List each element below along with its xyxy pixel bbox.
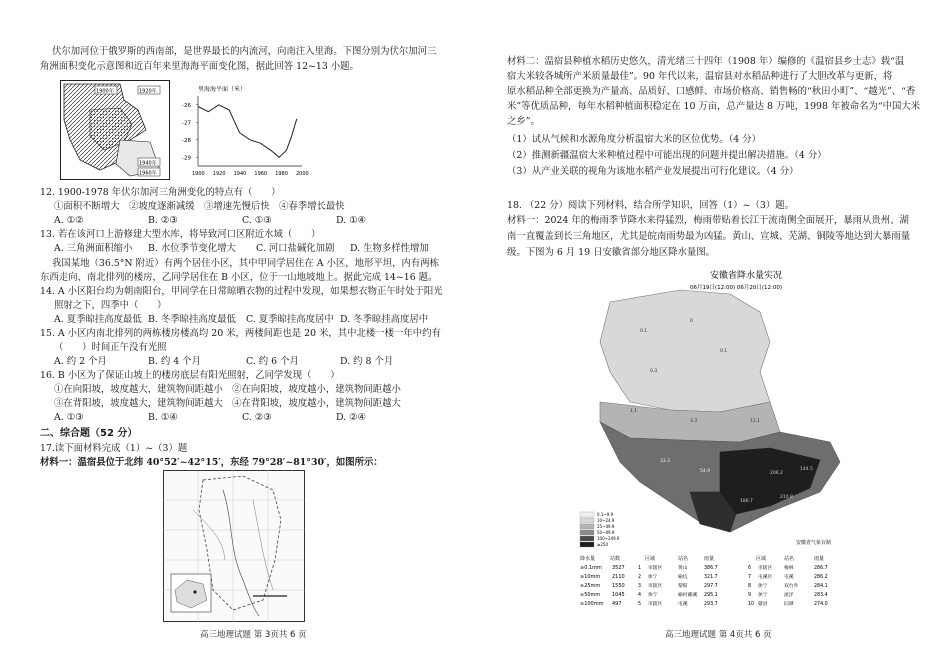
caspian-sea-level-chart xyxy=(180,82,310,180)
legend-count-1: 3527 xyxy=(612,565,625,571)
station-table-cell: 榆坑 xyxy=(678,575,688,580)
svg-text:1.1: 1.1 xyxy=(630,409,638,414)
legend-head-rain: 降水量 xyxy=(580,556,596,562)
svg-text:33.3: 33.3 xyxy=(660,459,671,464)
q12-choice-b: B. ②③ xyxy=(148,215,178,226)
scale-label-2: 10~24.9 xyxy=(597,518,615,523)
svg-text:186.7: 186.7 xyxy=(740,499,753,504)
legend-rain-3: ≥25mm xyxy=(580,583,601,589)
station-table-cell: 284.1 xyxy=(814,584,828,589)
station-table-cell: 休宁 xyxy=(648,593,658,598)
station-table-cell: 市辖区 xyxy=(648,602,663,607)
q14-stem-line1: 14. A 小区阳台均为朝南阳台，甲同学在日常晾晒衣物的过程中发现，如果想衣物正午时处于阳光 xyxy=(40,286,443,297)
q14-choice-d: D. 冬季晾挂高度居中 xyxy=(340,314,429,325)
q16-statements-2: ③在背阳坡，坡度越大，建筑物间距越大 ④在背阳坡，坡度越小，建筑物间距越大 xyxy=(54,398,401,409)
q16-choice-b: B. ①④ xyxy=(148,412,178,423)
station-table-cell: 10 xyxy=(748,602,755,607)
station-table-cell: 297.7 xyxy=(704,584,718,589)
scale-label-3: 25~49.9 xyxy=(597,524,615,529)
q16-choice-d: D. ②④ xyxy=(336,412,366,423)
station-table-cell: 6 xyxy=(748,566,752,571)
scale-label-5: 100~249.9 xyxy=(597,536,620,541)
q17-sub-3: （3）从产业关联的视角为该地水稻产业发展提出可行化建议。（4 分） xyxy=(507,166,799,177)
station-table-cell: 黄山 xyxy=(678,566,688,571)
station-table-cell: 3 xyxy=(638,584,642,589)
th-rain-r: 雨量 xyxy=(814,556,825,562)
station-table-cell: 歙县 xyxy=(758,602,768,607)
material-2-line5: 之乡”。 xyxy=(507,116,540,127)
svg-text:12.1: 12.1 xyxy=(750,419,761,424)
map-year-4: 1960年 xyxy=(139,170,157,177)
station-table-cell: 4 xyxy=(638,593,642,598)
q14-choice-a: A. 夏季晾挂高度最低 xyxy=(54,314,142,325)
material-2-line4: 米”等优质品种，每年水稻种植面积稳定在 10 万亩，总产量达 8 万吨，1998 年被命名为“中国大米 xyxy=(507,101,921,112)
th-region-r: 区域 xyxy=(756,556,767,562)
q13-choice-d: D. 生物多样性增加 xyxy=(350,243,429,254)
q13-choice-c: C. 河口盐碱化加剧 xyxy=(256,243,335,254)
station-table-cell: 386.7 xyxy=(704,566,718,571)
station-table-cell: 流洋 xyxy=(784,593,794,598)
legend-count-4: 1045 xyxy=(612,592,625,598)
th-station-l: 站名 xyxy=(678,556,689,562)
station-table-cell: 286.7 xyxy=(814,566,828,571)
svg-text:0.1: 0.1 xyxy=(640,329,648,334)
page-footer: 高三地理试题 第 4页共 6 页 xyxy=(665,630,772,640)
volga-delta-map xyxy=(60,80,170,180)
q15-choice-a: A. 约 2 个月 xyxy=(54,356,107,367)
station-table-cell: 双台外 xyxy=(784,584,799,589)
x-tick-label: 2000 xyxy=(296,171,309,177)
station-table-cell: 5 xyxy=(638,602,642,607)
q17-stem: 17.读下面材料完成（1）~（3）题 xyxy=(40,443,188,454)
q12-choice-a: A. ①② xyxy=(54,215,84,226)
q12-options: ①面积不断增大 ②坡度逐渐减缓 ③增速先慢后快 ④春季增长最快 xyxy=(54,201,345,212)
wensu-county-map xyxy=(163,470,305,622)
q14-stem-line2: 照射之下，四季中（ ） xyxy=(54,300,167,311)
svg-text:210.8: 210.8 xyxy=(780,495,793,500)
map-subtitle: 06月19日(12:00) 06月20日(12:00) xyxy=(690,285,783,291)
map-year-2: 1920年 xyxy=(139,88,157,95)
station-table-cell: 7 xyxy=(748,575,752,580)
material-2-line1: 材料二：温宿县种植水稻历史悠久，清光绪三十四年（1908 年）编修的《温宿县乡土志》载“温 xyxy=(507,56,905,67)
station-table-cell: 2 xyxy=(638,575,642,580)
q15-stem-line1: 15. A 小区内南北排列的两栋楼房楼高均 20 米，两楼间距也是 20 米，其中北楼一楼一年中约有 xyxy=(40,328,441,339)
svg-text:54.9: 54.9 xyxy=(700,469,711,474)
x-tick-label: 1920 xyxy=(212,171,226,177)
svg-text:144.5: 144.5 xyxy=(800,467,813,472)
housing-intro-line1: 我国某地（36.5°N 附近）有两个居住小区，其中甲同学居住在 A 小区，地形平坦，内有两栋 xyxy=(52,258,439,269)
material-2-line3: 原水稻品种全部更换为产量高、品质好、口感鲜、市场价格高、销售畅的“秋田小町”、“越光”、“香 xyxy=(507,86,916,97)
station-table-cell: 1 xyxy=(638,566,642,571)
th-station-r: 站名 xyxy=(784,556,795,562)
x-tick-label: 1960 xyxy=(254,171,268,177)
material-2-line2: 宿大米较各城所产米质量最佳”。90 年代以来，温宿县对水稻品种进行了大胆改革与更新，将 xyxy=(507,71,893,82)
station-table-cell: 市辖区 xyxy=(648,566,663,571)
legend-rain-4: ≥50mm xyxy=(580,592,601,598)
map-year-3: 1940年 xyxy=(139,160,157,167)
x-tick-label: 1980 xyxy=(275,171,288,177)
map-year-1: 1900年 xyxy=(96,88,114,95)
q15-stem-line2: （ ）时间正午没有光照 xyxy=(54,342,167,353)
station-table-cell: 休宁 xyxy=(758,584,768,589)
q15-choice-b: B. 约 4 个月 xyxy=(148,356,201,367)
station-table-cell: 293.7 xyxy=(704,602,718,607)
q17-sub-1: （1）试从气候和水源角度分析温宿大米的区位优势。（4 分） xyxy=(507,134,761,145)
y-tick-label: -27 xyxy=(182,120,191,127)
station-table-cell: 屯溪 xyxy=(678,602,688,607)
q18-stem: 18. （22 分）阅读下列材料，结合所学知识，回答（1）~（3）题。 xyxy=(507,200,794,211)
station-table-cell: 旧潭 xyxy=(784,602,794,607)
housing-intro-line2: 东西走向、南北排列的楼房，乙同学居住在 B 小区，位于一山地坡地上。据此完成 14~16 题。 xyxy=(40,272,438,283)
q17-sub-2: （2）推测新疆温宿大米种植过程中可能出现的问题并提出解决措施。（4 分） xyxy=(507,150,827,161)
volga-intro-line1: 伏尔加河位于俄罗斯的西南部，是世界最长的内流河，向南注入里海。下图分别为伏尔加河三 xyxy=(52,46,437,57)
station-table-cell: 榆村藏溪 xyxy=(678,593,698,598)
scale-label-1: 0.1~9.9 xyxy=(597,512,614,517)
svg-text:206.2: 206.2 xyxy=(770,471,783,476)
q15-choice-c: C. 约 6 个月 xyxy=(246,356,299,367)
y-tick-label: -28 xyxy=(182,137,191,144)
exam-page-4 xyxy=(475,0,950,658)
station-table-cell: 屯溪区 xyxy=(758,575,773,580)
scale-label-4: 50~99.9 xyxy=(597,530,615,535)
station-table-cell: 321.7 xyxy=(704,575,718,580)
station-table-cell: 市辖区 xyxy=(648,584,663,589)
svg-text:0.1: 0.1 xyxy=(720,349,728,354)
station-table-cell: 屯溪 xyxy=(784,575,794,580)
legend-rain-1: ≥0.1mm xyxy=(580,565,602,571)
q18-material-line2: 南一直覆盖到长三角地区，尤其是皖南雨势最为凶猛。黄山、宣城、芜湖、铜陵等地达到大暴雨量 xyxy=(507,231,911,242)
station-table-cell: 9 xyxy=(748,593,752,598)
q12-stem: 12. 1900-1978 年伏尔加河三角洲变化的特点有（ ） xyxy=(40,187,281,198)
q13-choice-b: B. 水位季节变化增大 xyxy=(148,243,236,254)
station-table-cell: 市辖区 xyxy=(758,566,773,571)
station-table-cell: 286.2 xyxy=(814,575,828,580)
th-rain-l: 雨量 xyxy=(704,556,715,562)
legend-rain-5: ≥100mm xyxy=(580,601,604,607)
region-north xyxy=(600,290,770,412)
map-title: 安徽省降水量实况 xyxy=(710,271,783,281)
scale-label-6: ≥250 xyxy=(597,542,608,547)
chart-ylabel: 里海海平面（米） xyxy=(198,86,247,93)
q15-choice-d: D. 约 8 个月 xyxy=(340,356,394,367)
station-table-cell: 274.0 xyxy=(814,602,828,607)
legend-count-3: 1550 xyxy=(612,583,625,589)
x-tick-label: 1940 xyxy=(233,171,247,177)
svg-text:0.3: 0.3 xyxy=(650,369,658,374)
svg-text:0: 0 xyxy=(690,319,693,324)
anhui-rainfall-map xyxy=(570,262,870,624)
station-table-cell: 283.4 xyxy=(814,593,828,598)
x-tick-label: 1900 xyxy=(192,171,205,177)
page-footer: 高三地理试题 第 3页共 6 页 xyxy=(200,630,307,640)
station-table-cell: 8 xyxy=(748,584,752,589)
q12-choice-c: C. ①③ xyxy=(242,215,272,226)
q17-material-1: 材料一：温宿县位于北纬 40°52′~42°15′，东经 79°28′~81°30′，如图所示： xyxy=(40,457,383,468)
q16-choice-a: A. ①③ xyxy=(54,412,84,423)
station-table-cell: 梅林 xyxy=(784,566,794,571)
y-tick-label: -29 xyxy=(182,155,191,162)
th-region-l: 区域 xyxy=(645,556,656,562)
map-source: 安徽省气象台制 xyxy=(796,540,832,546)
q16-choice-c: C. ②③ xyxy=(242,412,272,423)
section-2-heading: 二、综合题（52 分） xyxy=(40,428,138,439)
q14-choice-b: B. 冬季晾挂高度最低 xyxy=(148,314,236,325)
q13-stem: 13. 若在该河口上游修建大型水库，将导致河口区附近水域（ ） xyxy=(40,229,321,240)
y-tick-label: -26 xyxy=(182,102,191,109)
legend-count-2: 2110 xyxy=(612,574,625,580)
q12-choice-d: D. ①④ xyxy=(336,215,366,226)
station-table-cell: 295.1 xyxy=(704,593,718,598)
volga-intro-line2: 角洲面积变化示意图和近百年来里海海平面变化图，据此回答 12~13 小题。 xyxy=(40,61,359,72)
q18-material-line1: 材料一：2024 年的梅雨季节降水来得猛烈，梅雨带贴着长江干流南侧全面展开，暴雨从贵州、湖 xyxy=(507,215,909,226)
legend-rain-2: ≥10mm xyxy=(580,574,601,580)
q16-statements-1: ①在向阳坡，坡度越大，建筑物间距越小 ②在向阳坡，坡度越小，建筑物间距越小 xyxy=(54,384,401,395)
q13-choice-a: A. 三角洲面积缩小 xyxy=(54,243,133,254)
legend-head-count: 站数 xyxy=(610,556,621,562)
station-table-cell: 休宁 xyxy=(758,593,768,598)
legend-count-5: 497 xyxy=(612,601,622,607)
q18-material-line3: 级。下图为 6 月 19 日安徽省部分地区降水量图。 xyxy=(507,247,715,258)
svg-text:3.3: 3.3 xyxy=(690,419,698,424)
q14-choice-c: C. 夏季晾挂高度居中 xyxy=(246,314,334,325)
sea-level-series-line xyxy=(198,105,297,158)
q16-stem: 16. B 小区为了保证山坡上的楼房底层有阳光照射，乙同学发现（ ） xyxy=(40,370,340,381)
station-table-cell: 黎阳 xyxy=(678,584,688,589)
station-table-cell: 休宁 xyxy=(648,575,658,580)
